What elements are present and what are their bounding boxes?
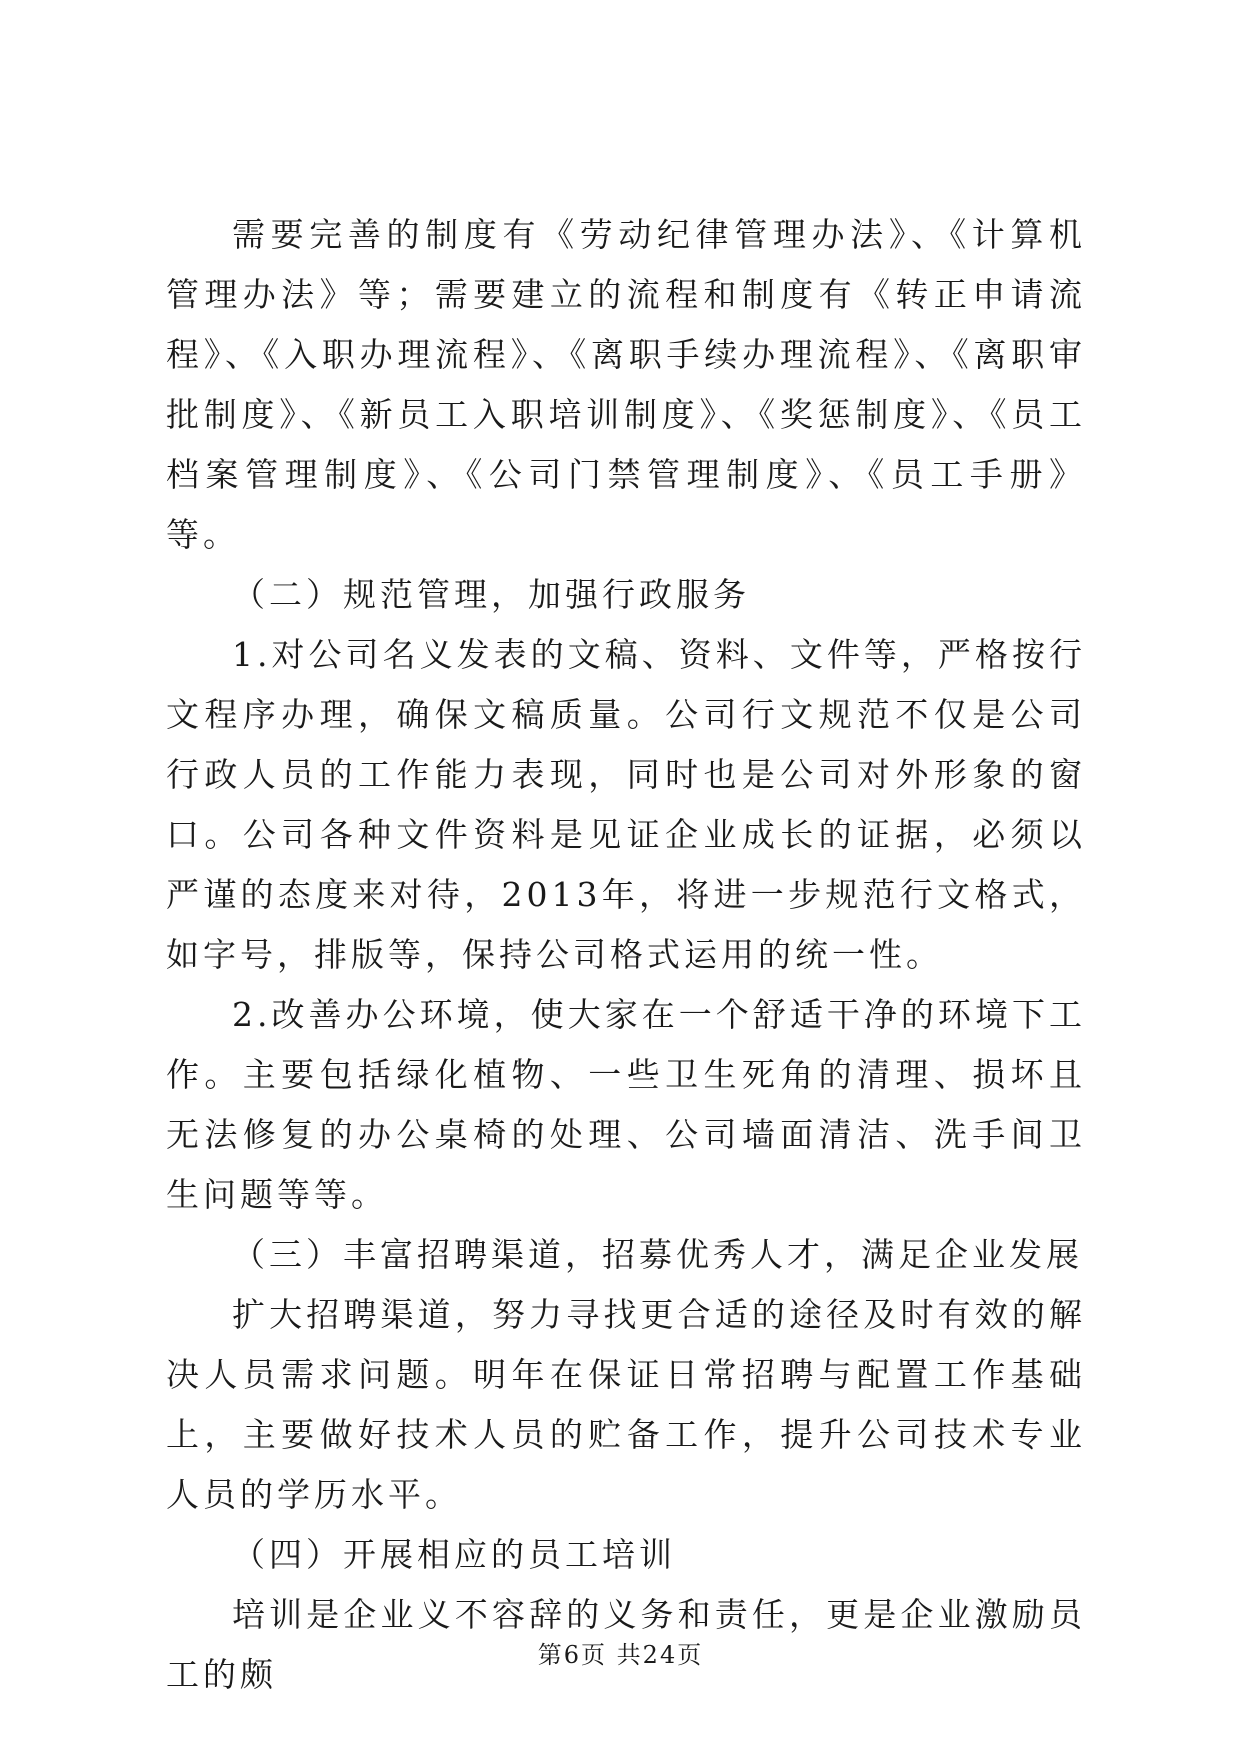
paragraph-item-1: 1.对公司名义发表的文稿、资料、文件等，严格按行文程序办理，确保文稿质量。公司行文规范不仅是公司行政人员的工作能力表现，同时也是公司对外形象的窗口。公司各种文件资料是见证企业成长的证据，必须以严谨的态度来对待，2013年，将进一步规范行文格式，如字号，排版等，保持公司格式运用的统一性。 <box>166 635 1086 974</box>
section-heading-3: （三）丰富招聘渠道，招募优秀人才，满足企业发展 <box>232 1235 1083 1274</box>
document-body <box>166 205 1086 1705</box>
page-number-footer: 第6页 共24页 <box>537 1641 704 1669</box>
paragraph-training: 培训是企业义不容辞的义务和责任，更是企业激励员工的颇 <box>166 1595 1086 1694</box>
section-heading-4: （四）开展相应的员工培训 <box>232 1535 676 1574</box>
section-heading-2: （二）规范管理，加强行政服务 <box>232 575 750 614</box>
paragraph-required-systems: 需要完善的制度有《劳动纪律管理办法》、《计算机管理办法》等；需要建立的流程和制度有《转正申请流程》、《入职办理流程》、《离职手续办理流程》、《离职审批制度》、《新员工入职培训制度》、《奖惩制度》、《员工档案管理制度》、《公司门禁管理制度》、《员工手册》等。 <box>166 215 1086 554</box>
paragraph-item-2: 2.改善办公环境，使大家在一个舒适干净的环境下工作。主要包括绿化植物、一些卫生死角的清理、损坏且无法修复的办公桌椅的处理、公司墙面清洁、洗手间卫生问题等等。 <box>166 995 1086 1214</box>
paragraph-recruitment: 扩大招聘渠道，努力寻找更合适的途径及时有效的解决人员需求问题。明年在保证日常招聘与配置工作基础上，主要做好技术人员的贮备工作，提升公司技术专业人员的学历水平。 <box>166 1295 1086 1514</box>
